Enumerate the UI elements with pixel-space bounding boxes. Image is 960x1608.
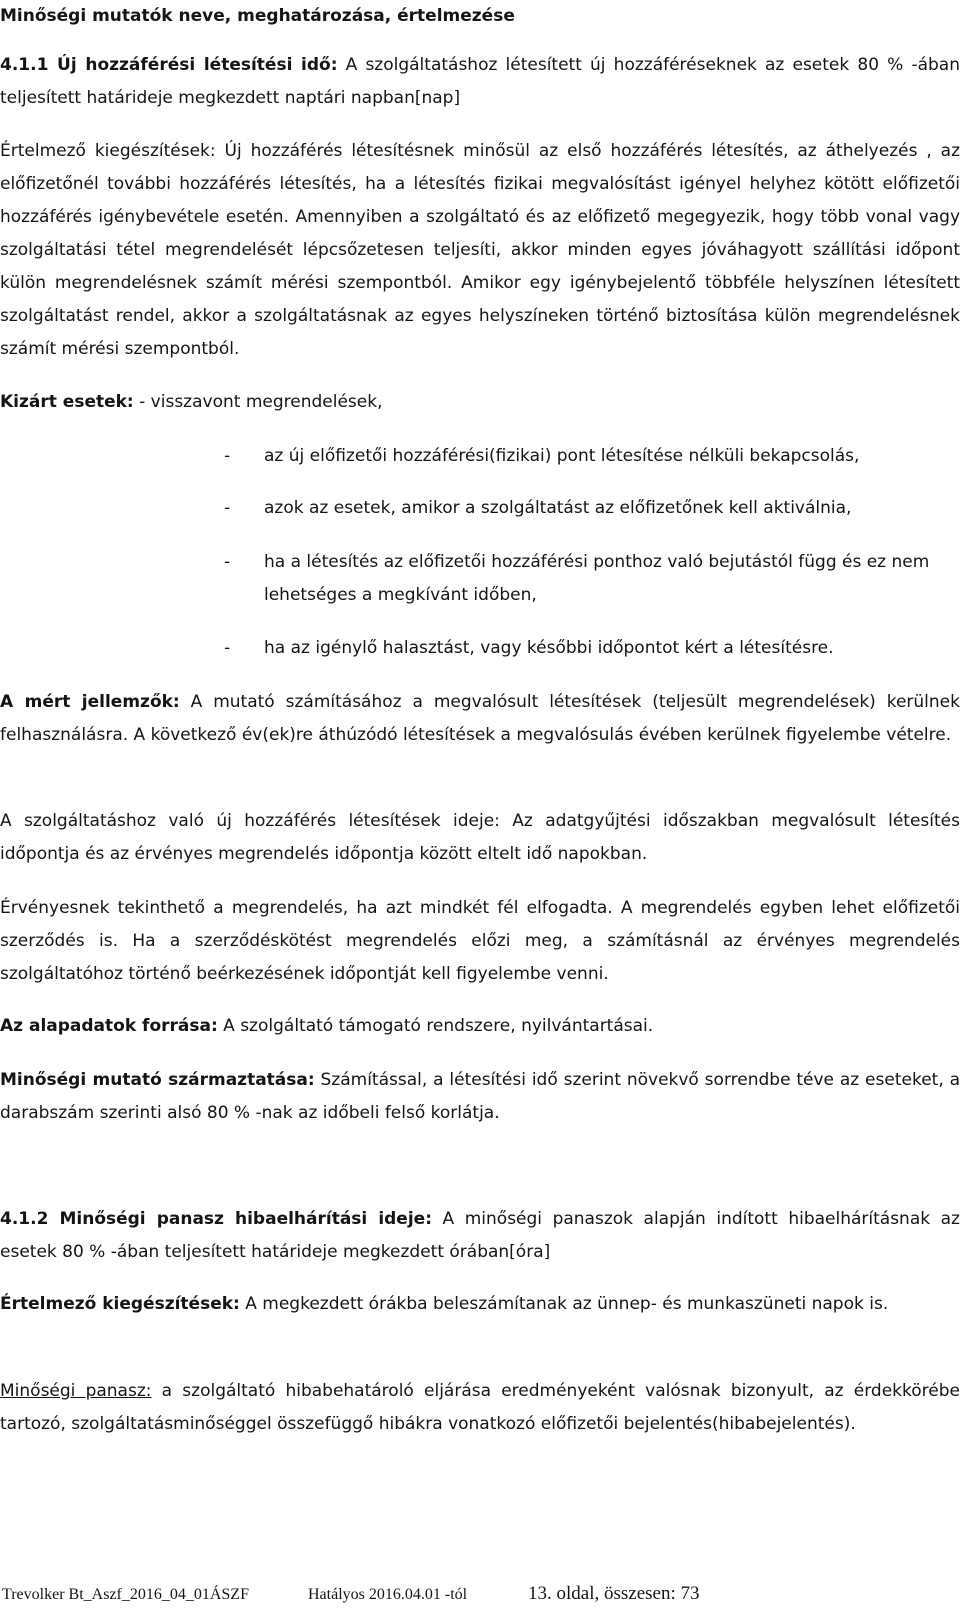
source-label: Az alapadatok forrása: — [0, 1016, 218, 1036]
page-heading-block — [0, 0, 960, 33]
complaint-label: Minőségi panasz: — [0, 1381, 152, 1401]
section-4-1-2-title — [0, 1203, 960, 1269]
excluded-list-item: - az új előfizetői hozzáférési(fizikai) pont létesítése nélküli bekapcsolás, — [224, 446, 860, 466]
excluded-list-item: - ha az igénylő halasztást, vagy későbbi időpontot kért a létesítésre. — [224, 638, 834, 658]
source-paragraph: Az alapadatok forrása: A szolgáltató támogató rendszere, nyilvántartásai. — [0, 1016, 654, 1036]
footer-validity: Hatályos 2016.04.01 -tól — [308, 1586, 468, 1603]
quality-complaint-paragraph: Minőségi panasz: a szolgáltató hibabehatároló eljárása eredményeként valósnak bizonyult, az érdekkörébe tartozó, szolgáltatásminőséggel összefüggő hibákra vonatkozó előfizetői bejelentés(hibabejelentés). — [0, 1381, 960, 1434]
excluded-list-item: - ha a létesítés az előfizetői hozzáférési ponthoz való bejutástól függ és ez nem lehetséges a megkívánt időben, — [224, 552, 930, 605]
section-4-1-1-title — [0, 49, 960, 115]
derivation-paragraph: Minőségi mutató származtatása: Számítással, a létesítési idő szerint növekvő sorrendbe téve az eseteket, a darabszám szerinti alsó 80 % -nak az időbeli felső korlátja. — [0, 1070, 960, 1123]
section-number-title: 4.1.2 Minőségi panasz hibaelhárítási ideje: — [0, 1209, 432, 1229]
page-heading: Minőségi mutatók neve, meghatározása, értelmezése — [0, 6, 515, 26]
page-footer — [0, 1584, 960, 1608]
time-paragraph: A szolgáltatáshoz való új hozzáférés létesítések ideje: Az adatgyűjtési időszakban megvalósult létesítés időpontja és az érvényes megrendelés időpontja között eltelt idő napokban. — [0, 811, 960, 864]
interpretation-label: Értelmező kiegészítések: — [0, 1294, 240, 1314]
footer-filename: Trevolker Bt_Aszf_2016_04_01ÁSZF — [2, 1586, 249, 1603]
validity-paragraph: Érvényesnek tekinthető a megrendelés, ha azt mindkét fél elfogadta. A megrendelés egyben lehet előfizetői szerződés is. Ha a szerződéskötést megrendelés előzi meg, a számításnál az érvényes megrendelés szolgáltatóhoz történő beérkezésének időpontját kell figyelembe venni. — [0, 898, 960, 984]
section-number-title: 4.1.1 Új hozzáférési létesítési idő: — [0, 55, 338, 75]
footer-page-number: 13. oldal, összesen: 73 — [528, 1583, 700, 1604]
derivation-label: Minőségi mutató származtatása: — [0, 1070, 315, 1090]
measured-paragraph: A mért jellemzők: A mutató számításához a megvalósult létesítések (teljesült megrendelések) kerülnek felhasználásra. A következő év(ek)re áthúzódó létesítések a megvalósulás évében kerülnek figyelembe vételre. — [0, 692, 960, 745]
section-description: A minőségi panaszok alapján indított hibaelhárításnak az esetek 80 % -ában teljesített határideje megkezdett órában[óra] — [0, 1209, 960, 1262]
measured-label: A mért jellemzők: — [0, 692, 180, 712]
excluded-first-item: - visszavont megrendelések, — [133, 392, 383, 412]
excluded-label: Kizárt esetek: — [0, 392, 134, 412]
interpretation-paragraph: Értelmező kiegészítések: Új hozzáférés létesítésnek minősül az első hozzáférés létesítés, az áthelyezés , az előfizetőnél további hozzáférés létesítés, ha a létesítés fizikai megvalósítást igényel helyhez kötött előfizetői hozzáférés igénybevétele esetén. Amennyiben a szolgáltató és az előfizető megegyezik, hogy több vonal vagy szolgáltatási tétel megrendelését lépcsőzetesen teljesíti, akkor minden egyes jóváhagyott szállítási időpont külön megrendelésnek számít mérési szempontból. Amikor egy igénybejelentő többféle helyszínen létesített szolgáltatást rendel, akkor a szolgáltatásnak az egyes helyszíneken történő biztosítása külön megrendelésnek számít mérési szempontból. — [0, 141, 960, 359]
section-description: A szolgáltatáshoz létesített új hozzáféréseknek az esetek 80 % -ában teljesített határideje megkezdett naptári napban[nap] — [0, 55, 960, 108]
excluded-list-item: - azok az esetek, amikor a szolgáltatást az előfizetőnek kell aktiválnia, — [224, 498, 852, 518]
excluded-cases — [0, 386, 960, 419]
interpretation-paragraph-2: Értelmező kiegészítések: A megkezdett órákba beleszámítanak az ünnep- és munkaszüneti napok is. — [0, 1294, 889, 1314]
